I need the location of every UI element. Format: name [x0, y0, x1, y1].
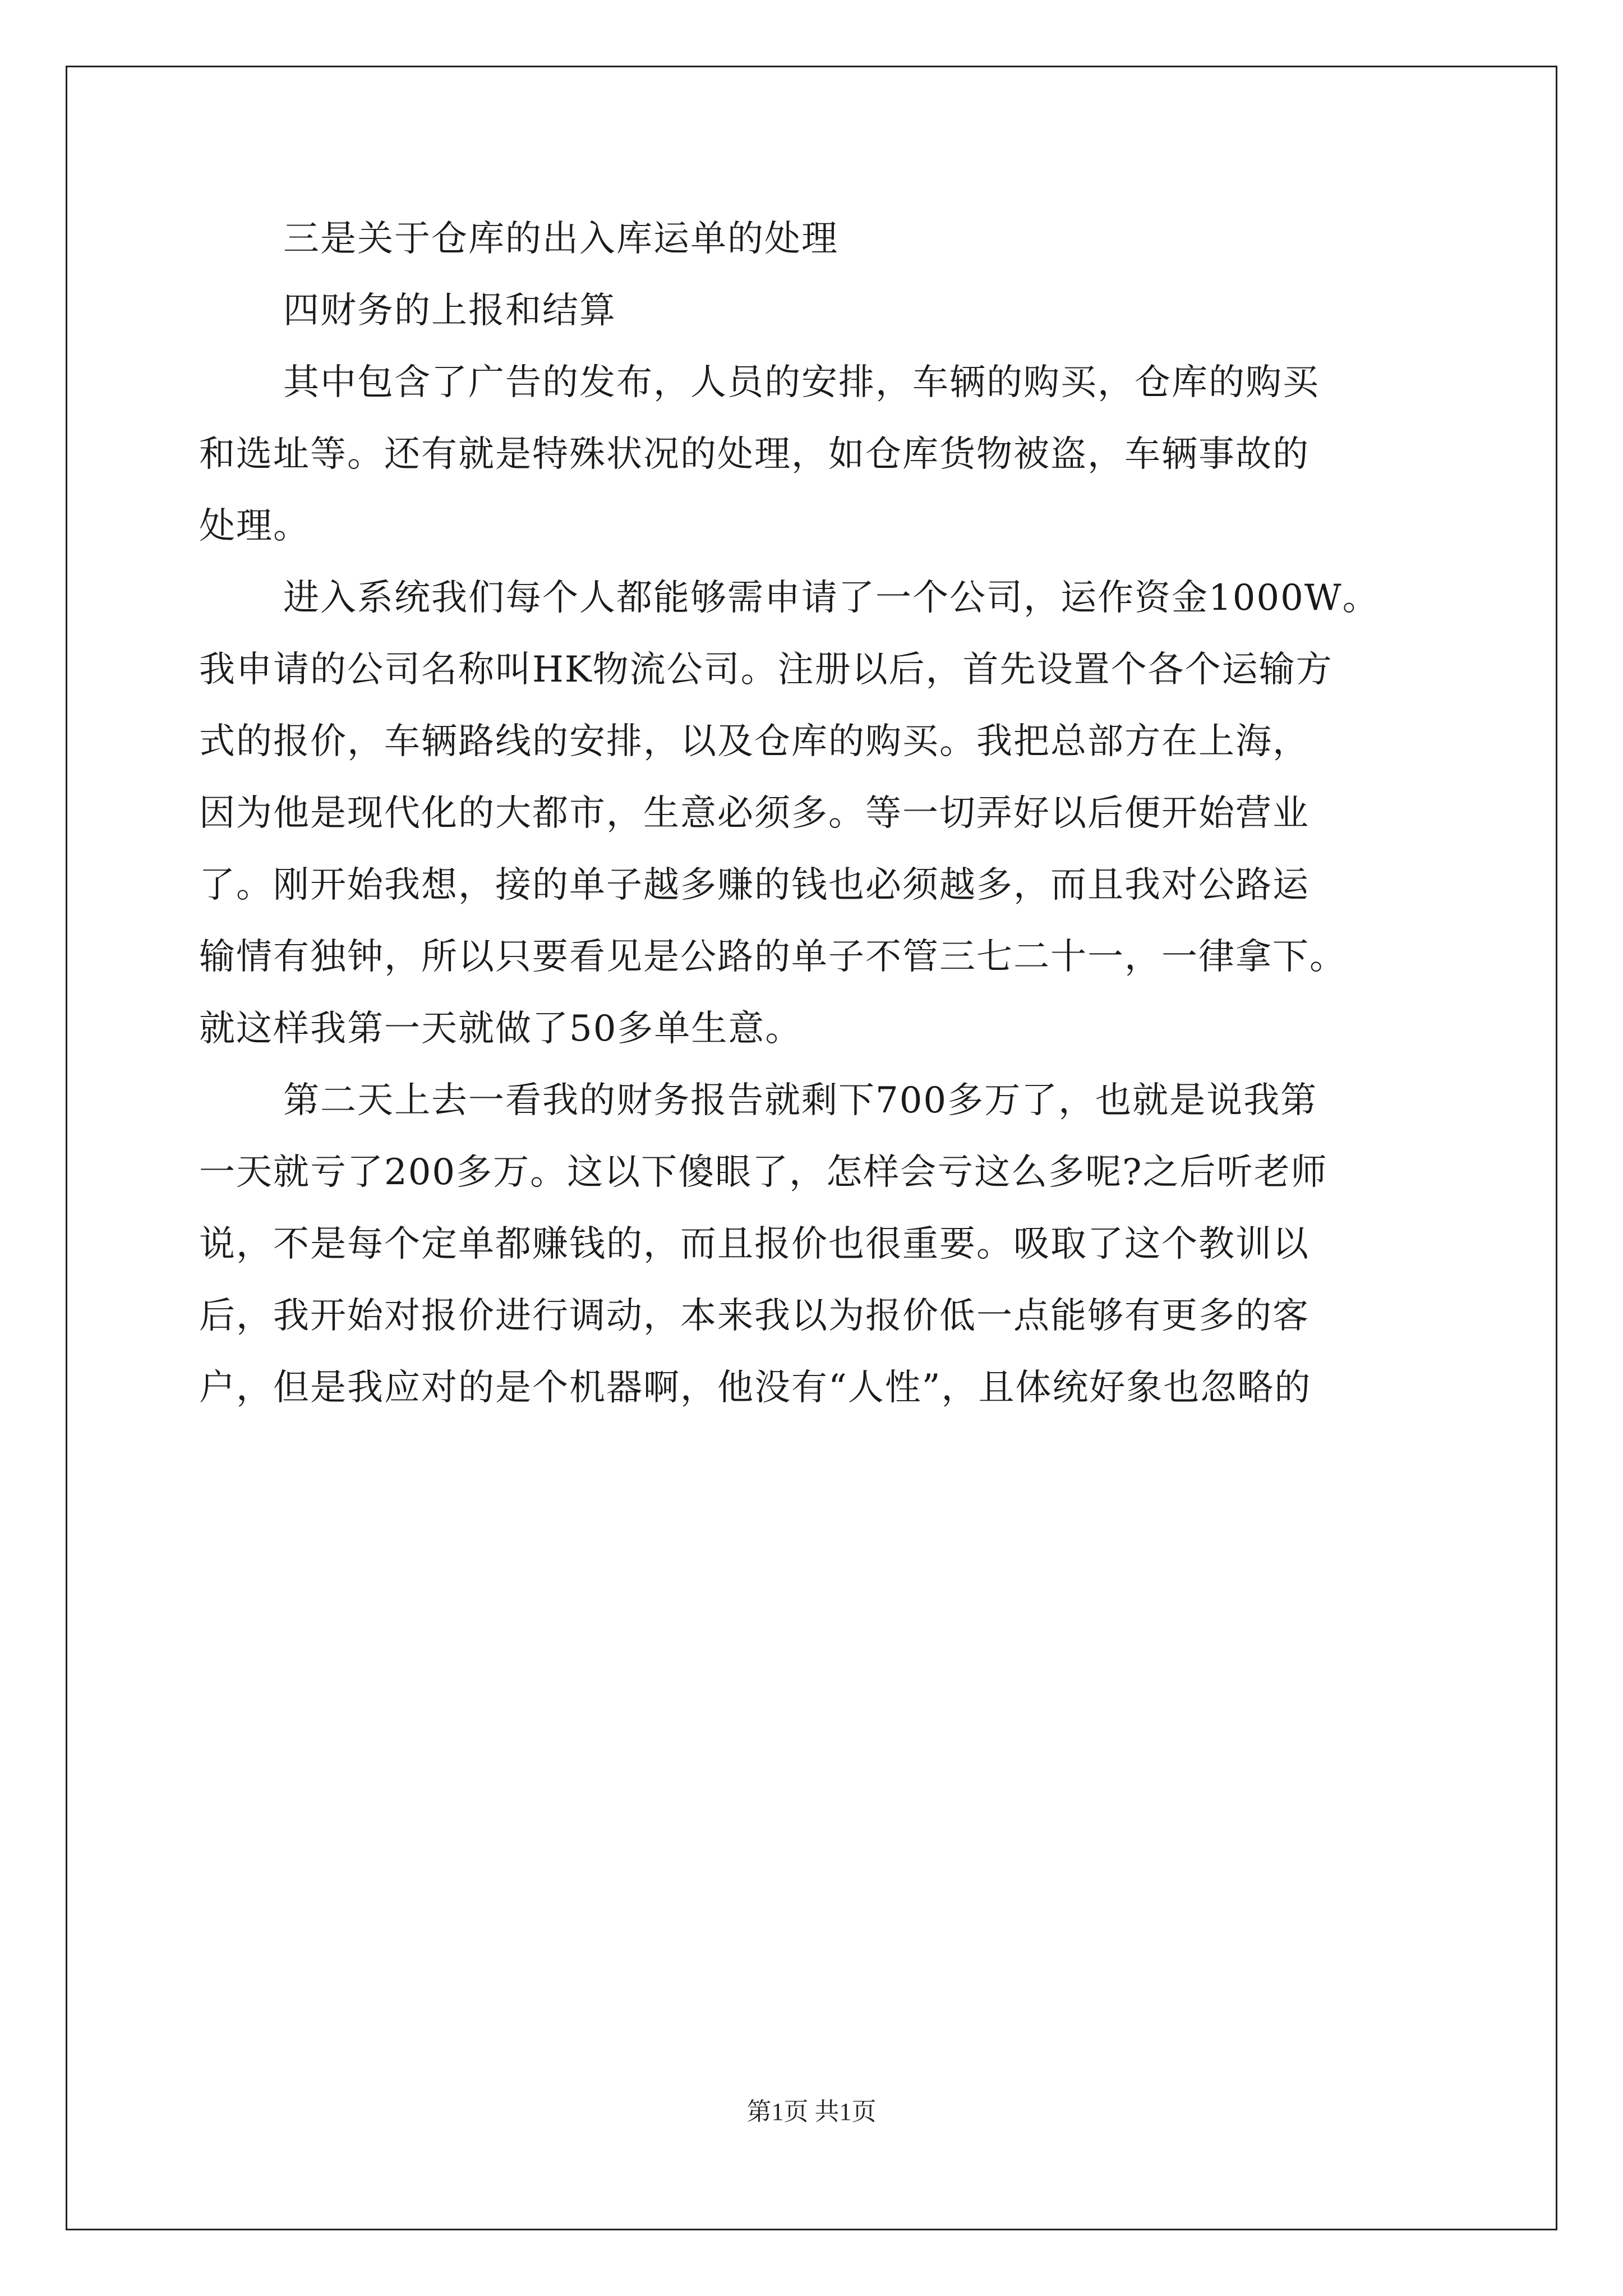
text-line: 其中包含了广告的发布，人员的安排，车辆的购买，仓库的购买	[283, 362, 1320, 403]
text-line: 三是关于仓库的出入库运单的处理	[283, 218, 838, 260]
text-line: 因为他是现代化的大都市，生意必须多。等一切弄好以后便开始营业	[199, 793, 1310, 834]
text-line: 进入系统我们每个人都能够需申请了一个公司，运作资金1000W。	[283, 577, 1380, 619]
text-line: 输情有独钟，所以只要看见是公路的单子不管三七二十一，一律拿下。	[199, 936, 1347, 978]
text-line: 就这样我第一天就做了50多单生意。	[199, 1008, 803, 1050]
text-line: 后，我开始对报价进行调动，本来我以为报价低一点能够有更多的客	[199, 1295, 1310, 1337]
page-footer: 第1页 共1页	[746, 2098, 877, 2125]
text-line: 一天就亏了200多万。这以下傻眼了，怎样会亏这么多呢?之后听老师	[199, 1152, 1328, 1193]
text-line: 户，但是我应对的是个机器啊，他没有“人性”，且体统好象也忽略的	[199, 1367, 1312, 1409]
text-line: 我申请的公司名称叫HK物流公司。注册以后，首先设置个各个运输方	[199, 649, 1333, 691]
text-line: 说，不是每个定单都赚钱的，而且报价也很重要。吸取了这个教训以	[199, 1223, 1310, 1265]
text-line: 了。刚开始我想，接的单子越多赚的钱也必须越多，而且我对公路运	[199, 864, 1310, 906]
text-line: 和选址等。还有就是特殊状况的处理，如仓库货物被盗，车辆事故的	[199, 434, 1310, 475]
text-line: 第二天上去一看我的财务报告就剩下700多万了，也就是说我第	[283, 1080, 1318, 1121]
text-line: 式的报价，车辆路线的安排，以及仓库的购买。我把总部方在上海，	[199, 721, 1310, 762]
text-line: 四财务的上报和结算	[283, 290, 616, 332]
text-line: 处理。	[199, 505, 310, 547]
document-body	[199, 203, 1444, 1424]
